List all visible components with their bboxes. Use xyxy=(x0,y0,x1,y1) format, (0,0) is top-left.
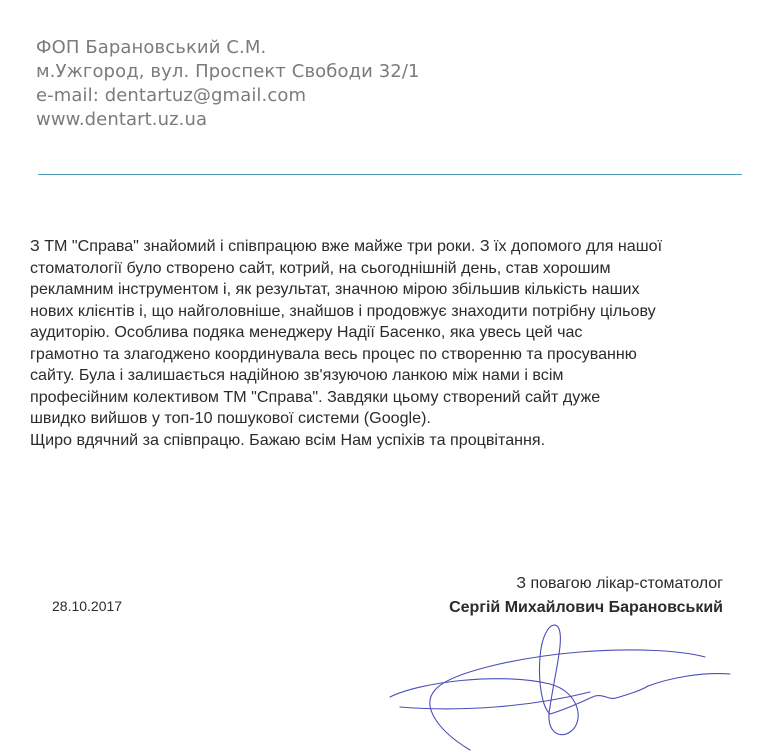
body-line: сайту. Була і залишається надійною зв'язуючою ланкою між нами і всім xyxy=(30,366,564,384)
body-line: грамотно та злагоджено координувала весь процес по створенню та просуванню xyxy=(30,344,637,363)
body-line: Щиро вдячний за співпрацю. Бажаю всім Нам успіхів та процвітання. xyxy=(30,430,546,449)
company-name: ФОП Барановський С.М. xyxy=(36,37,267,58)
closing-phrase: З повагою лікар-стоматолог xyxy=(516,575,723,592)
letter-body xyxy=(30,236,750,451)
company-email: e-mail: dentartuz@gmail.com xyxy=(36,85,307,106)
company-website: www.dentart.uz.ua xyxy=(36,109,208,130)
body-line: аудиторію. Особлива подяка менеджеру Надії Басенко, яка увесь цей час xyxy=(30,323,583,341)
letterhead xyxy=(36,36,736,132)
letter-date: 28.10.2017 xyxy=(52,598,123,614)
body-line: швидко вийшов у топ-10 пошукової системи (Google). xyxy=(30,409,431,427)
company-address: м.Ужгород, вул. Проспект Свободи 32/1 xyxy=(36,61,420,82)
body-line: професійним колективом ТМ "Справа". Завдяки цьому створений сайт дуже xyxy=(30,387,601,406)
handwritten-signature xyxy=(380,612,778,752)
header-divider xyxy=(38,174,742,175)
body-line: стоматології було створено сайт, котрий, на сьогоднішній день, став хорошим xyxy=(30,258,611,277)
body-line: нових клієнтів і, що найголовніше, знайшов і продовжує знаходити потрібну цільову xyxy=(30,301,656,320)
body-line: рекламним інструментом і, як результат, значною мірою збільшив кількість наших xyxy=(30,280,640,298)
body-line: З ТМ "Справа" знайомий і співпрацюю вже майже три роки. З їх допомого для нашої xyxy=(30,237,663,255)
signer-name: Сергій Михайлович Барановський xyxy=(449,599,723,616)
